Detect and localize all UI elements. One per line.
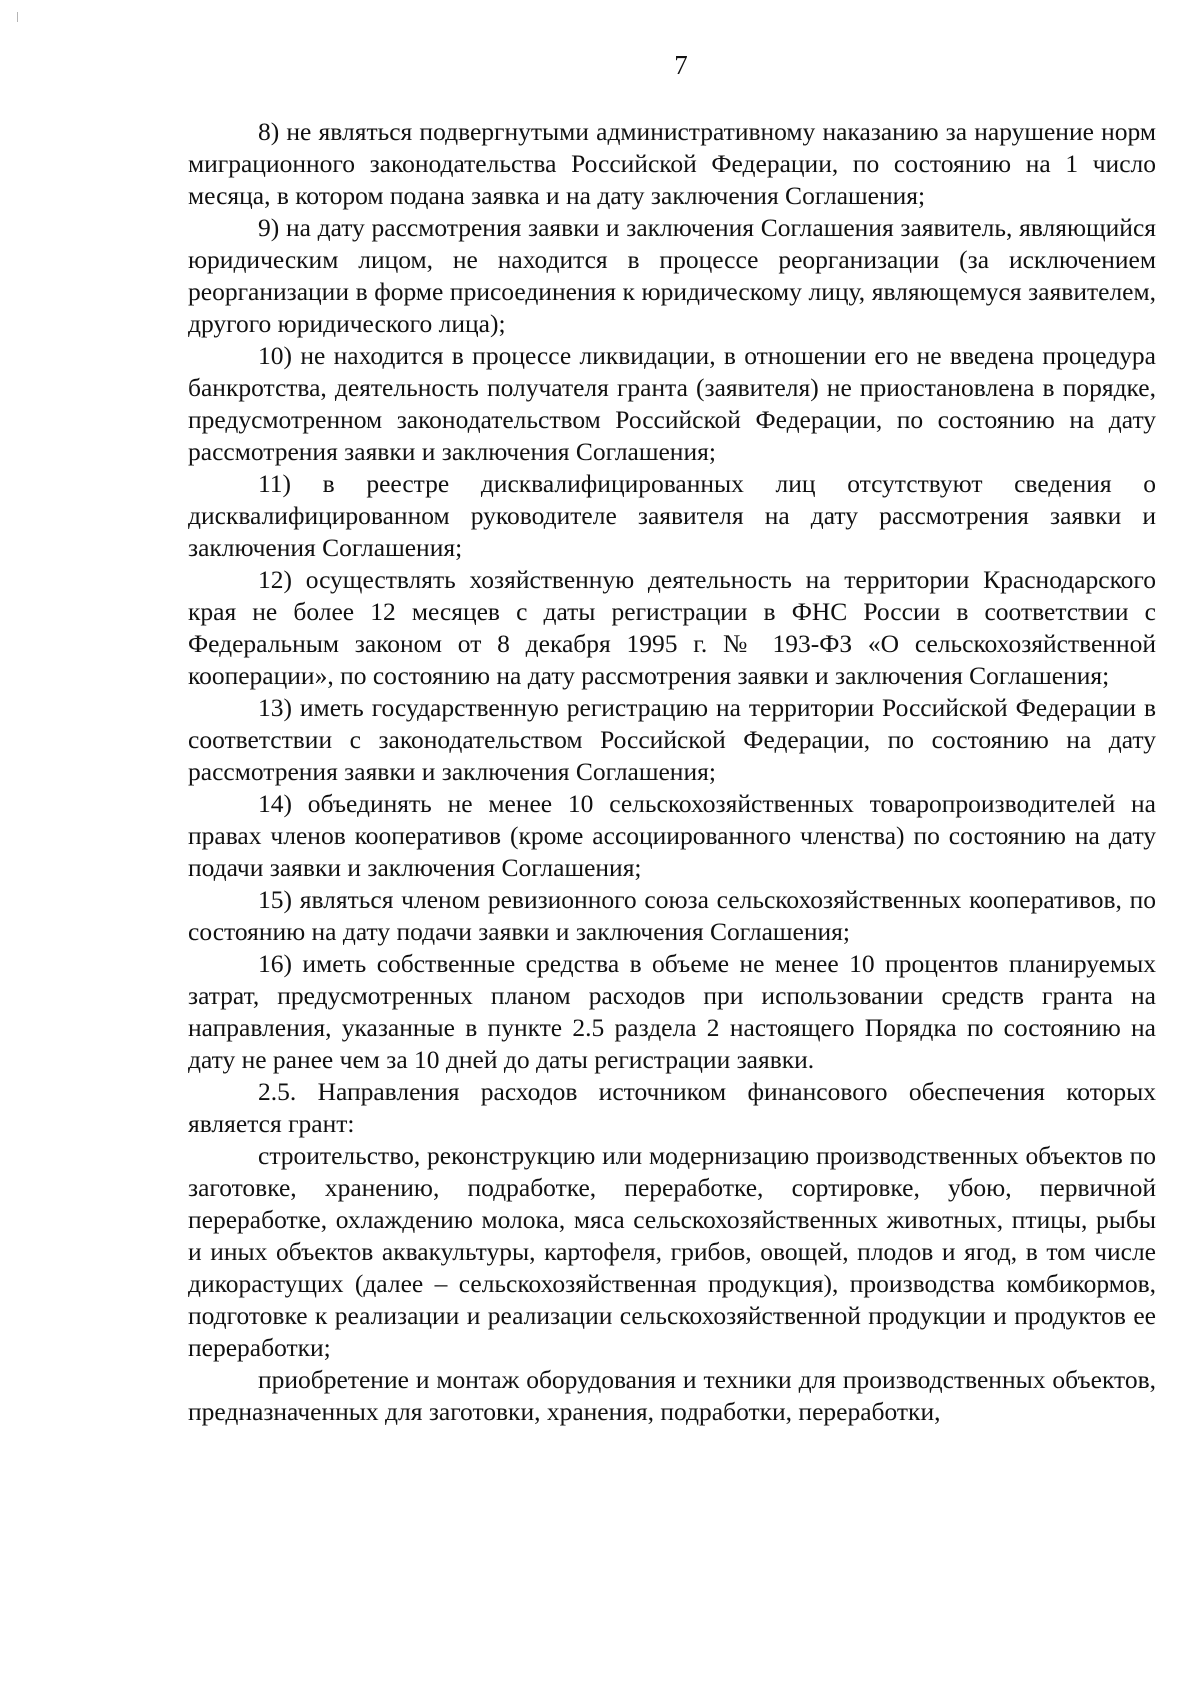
paragraph-item-15: 15) являться членом ревизионного союза сельскохозяйственных кооперативов, по состоянию на дату подачи заявки и заключения Соглашения; [188, 885, 1156, 946]
paragraph-item-10: 10) не находится в процессе ликвидации, в отношении его не введена процедура банкротства, деятельность получателя гранта (заявителя) не приостановлена в порядке, предусмотренном законодательством Российской Федерации, по состоянию на дату рассмотрения заявки и заключения Соглашения; [188, 341, 1156, 466]
document-body [188, 116, 1156, 1428]
paragraph-item-12: 12) осуществлять хозяйственную деятельность на территории Краснодарского края не более 12 месяцев с даты регистрации в ФНС России в соответствии с Федеральным законом от 8 декабря 1995 г. № 193-ФЗ «О сельскохозяйственной кооперации», по состоянию на дату рассмотрения заявки и заключения Соглашения; [188, 565, 1156, 690]
expense-direction-equipment: приобретение и монтаж оборудования и техники для производственных объектов, предназначенных для заготовки, хранения, подработки, переработки, [188, 1365, 1156, 1426]
paragraph-item-16: 16) иметь собственные средства в объеме не менее 10 процентов планируемых затрат, предусмотренных планом расходов при использовании средств гранта на направления, указанные в пункте 2.5 раздела 2 настоящего Порядка по состоянию на дату не ранее чем за 10 дней до даты регистрации заявки. [188, 949, 1156, 1074]
expense-direction-construction: строительство, реконструкцию или модернизацию производственных объектов по заготовке, хранению, подработке, переработке, сортировке, убою, первичной переработке, охлаждению молока, мяса сельскохозяйственных животных, птицы, рыбы и иных объектов аквакультуры, картофеля, грибов, овощей, плодов и ягод, в том числе дикорастущих (далее – сельскохозяйственная продукция), производства комбикормов, подготовке к реализации и реализации сельскохозяйственной продукции и продуктов ее переработки; [188, 1141, 1156, 1362]
paragraph-item-8: 8) не являться подвергнутыми административному наказанию за нарушение норм миграционного законодательства Российской Федерации, по состоянию на 1 число месяца, в котором подана заявка и на дату заключения Соглашения; [188, 117, 1156, 210]
paragraph-item-11: 11) в реестре дисквалифицированных лиц отсутствуют сведения о дисквалифицированном руководителе заявителя на дату рассмотрения заявки и заключения Соглашения; [188, 469, 1156, 562]
paragraph-item-14: 14) объединять не менее 10 сельскохозяйственных товаропроизводителей на правах членов кооперативов (кроме ассоциированного членства) по состоянию на дату подачи заявки и заключения Соглашения; [188, 789, 1156, 882]
paragraph-item-9: 9) на дату рассмотрения заявки и заключения Соглашения заявитель, являющийся юридическим лицом, не находится в процессе реорганизации (за исключением реорганизации в форме присоединения к юридическому лицу, являющемуся заявителем, другого юридического лица); [188, 213, 1156, 338]
paragraph-item-13: 13) иметь государственную регистрацию на территории Российской Федерации в соответствии с законодательством Российской Федерации, по состоянию на дату рассмотрения заявки и заключения Соглашения; [188, 693, 1156, 786]
scan-artifact [17, 12, 18, 22]
section-2-5-heading: 2.5. Направления расходов источником финансового обеспечения которых является грант: [188, 1077, 1156, 1138]
page-number: 7 [674, 50, 688, 80]
